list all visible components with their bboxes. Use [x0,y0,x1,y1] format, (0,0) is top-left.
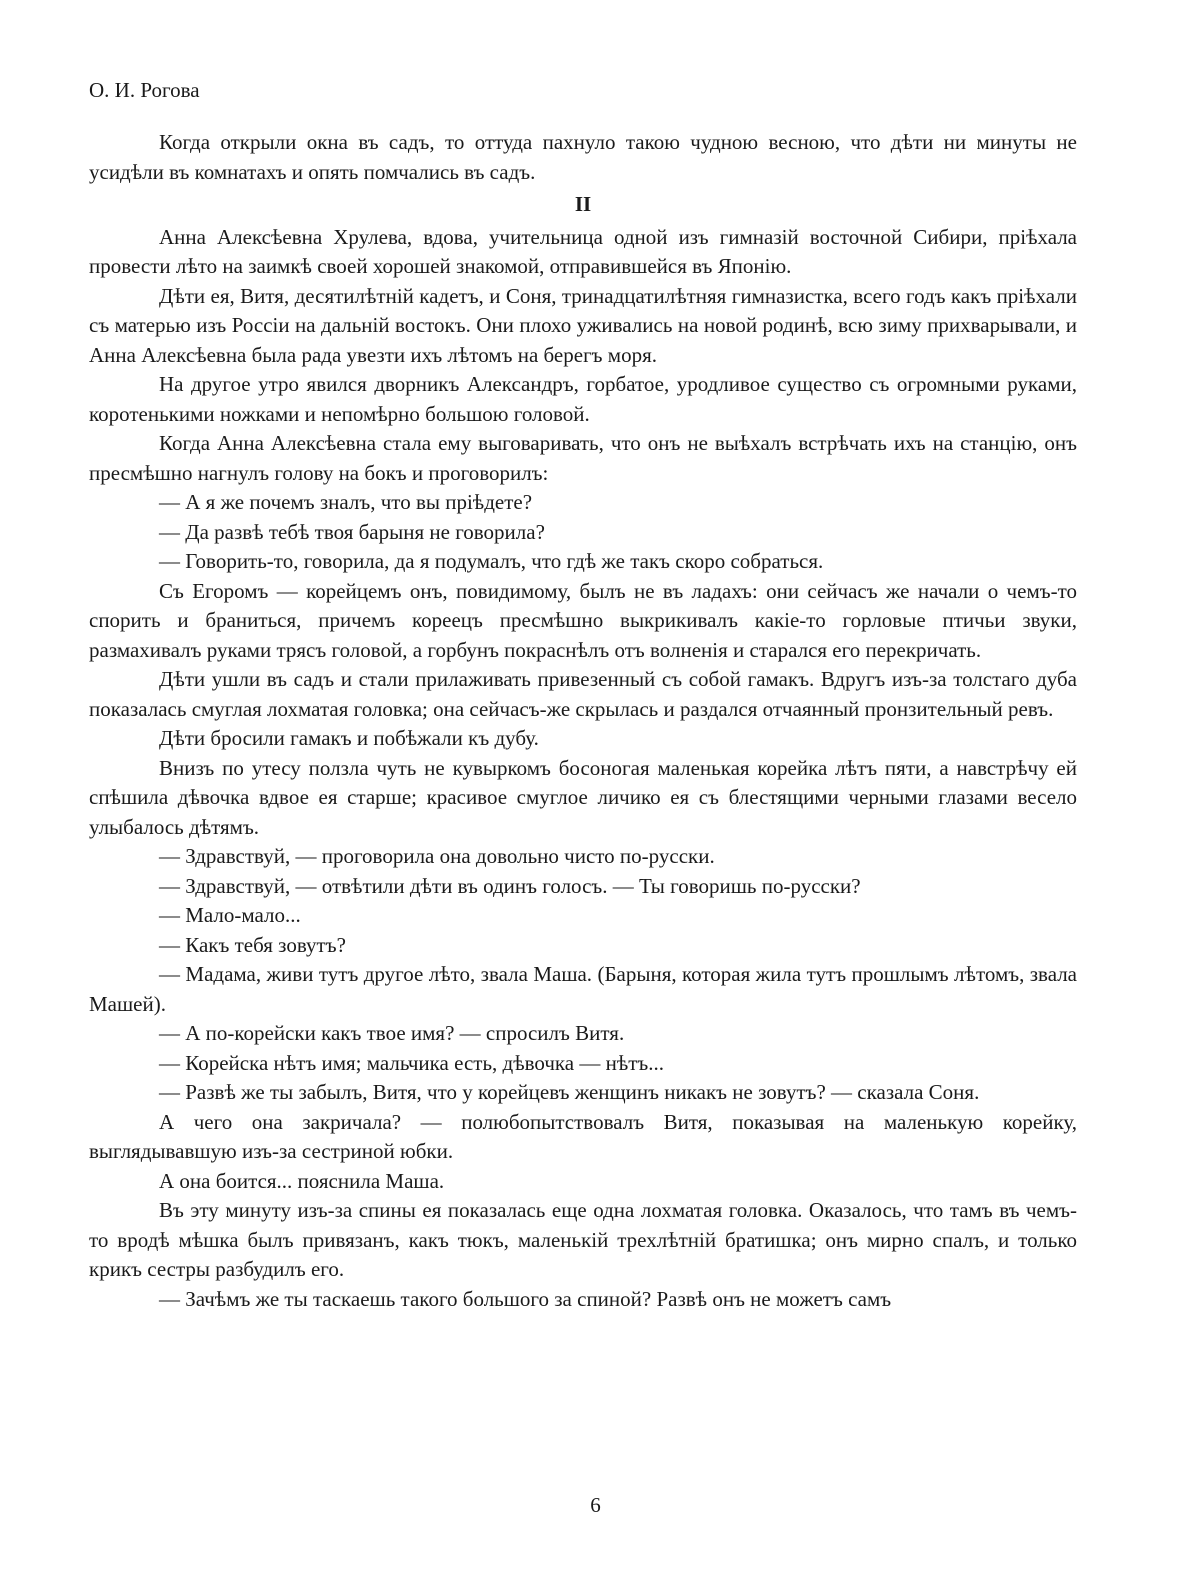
paragraph: А она боится... пояснила Маша. [159,1168,445,1193]
dialogue-line: — Мало-мало... [159,903,301,927]
page-number: 6 [590,1493,601,1517]
dialogue-line: — Говорить-то, говорила, да я подумалъ, что гдѣ же такъ скоро собраться. [159,549,824,573]
dialogue-line: — Зачѣмъ же ты таскаешь такого большого за спиной? Развѣ онъ не можетъ самъ [159,1286,892,1311]
paragraph: Дѣти ушли въ садъ и стали прилаживать привезенный съ собой гамакъ. Вдругъ изъ-за толстаго дуба показалась смуглая лохматая головка; она сейчасъ-же скрылась и раздался отчаянный пронзительный ревъ. [89,667,1077,721]
dialogue-line: — А по-корейски какъ твое имя? — спросилъ Витя. [159,1021,625,1045]
paragraph: Дѣти ея, Витя, десятилѣтнiй кадетъ, и Соня, тринадцатилѣтняя гимназистка, всего годъ какъ прiѣхали съ матерью изъ Россiи на дальнiй востокъ. Они плохо уживались на новой родинѣ, всю зиму прихварывали, и Анна Алексѣевна была рада увезти ихъ лѣтомъ на берегъ моря. [89,283,1077,367]
paragraph: Внизъ по утесу ползла чуть не кувыркомъ босоногая маленькая корейка лѣтъ пяти, а навстрѣчу ей спѣшила дѣвочка вдвое ея старше; красивое смуглое личико ея съ блестящими черными глазами весело улыбалось дѣтямъ. [89,755,1077,839]
paragraph: А чего она закричала? — полюбопытствовалъ Витя, показывая на маленькую корейку, выглядывавшую изъ-за сестриной юбки. [89,1109,1077,1163]
dialogue-line: — Здравствуй, — отвѣтили дѣти въ одинъ голосъ. — Ты говоришь по-русски? [159,873,861,898]
paragraph: Анна Алексѣевна Хрулева, вдова, учительница одной изъ гимназiй восточной Сибири, прiѣхала провести лѣто на заимкѣ своей хорошей знакомой, отправившейся въ Японiю. [89,224,1077,278]
paragraph: На другое утро явился дворникъ Александръ, горбатое, уродливое существо съ огромными руками, коротенькими ножками и непомѣрно большою головой. [89,372,1077,426]
dialogue-line: — Развѣ же ты забылъ, Витя, что у корейцевъ женщинъ никакъ не зовутъ? — сказала Соня. [159,1080,980,1104]
dialogue-line: — Мадама, живи тутъ другое лѣто, звала Маша. (Барыня, которая жила тутъ прошлымъ лѣтомъ, звала Машей). [89,962,1077,1016]
body-text [89,128,1077,1314]
dialogue-line: — Корейска нѣтъ имя; мальчика есть, дѣвочка — нѣтъ... [159,1050,665,1075]
paragraph: Съ Егоромъ — корейцемъ онъ, повидимому, былъ не въ ладахъ: они сейчасъ же начали о чемъ-то спорить и браниться, причемъ кореецъ пресмѣшно выкрикивалъ какiе-то горловые птичьи звуки, размахивалъ руками трясъ головой, а горбунъ покраснѣлъ отъ волненiя и старался его перекричать. [89,578,1077,662]
running-head-author: О. И. Рогова [89,78,200,102]
paragraph: Дѣти бросили гамакъ и побѣжали къ дубу. [159,726,539,750]
dialogue-line: — Здравствуй, — проговорила она довольно чисто по-русски. [159,844,715,868]
paragraph: Когда Анна Алексѣевна стала ему выговаривать, что онъ не выѣхалъ встрѣчать ихъ на станцiю, онъ пресмѣшно нагнулъ голову на бокъ и проговорилъ: [89,431,1077,485]
dialogue-line: — Какъ тебя зовутъ? [159,932,346,957]
dialogue-line: — Да развѣ тебѣ твоя барыня не говорила? [159,519,545,544]
chapter-heading: II [574,192,592,216]
dialogue-line: — А я же почемъ зналъ, что вы прiѣдете? [159,490,533,514]
paragraph: Въ эту минуту изъ-за спины ея показалась еще одна лохматая головка. Оказалось, что тамъ въ чемъ-то вродѣ мѣшка былъ привязанъ, какъ тюкъ, маленькiй трехлѣтнiй братишка; онъ мирно спалъ, и только крикъ сестры разбудилъ его. [89,1198,1077,1281]
paragraph: Когда открыли окна въ садъ, то оттуда пахнуло такою чудною весною, что дѣти ни минуты не усидѣли въ комнатахъ и опять помчались въ садъ. [89,130,1077,184]
